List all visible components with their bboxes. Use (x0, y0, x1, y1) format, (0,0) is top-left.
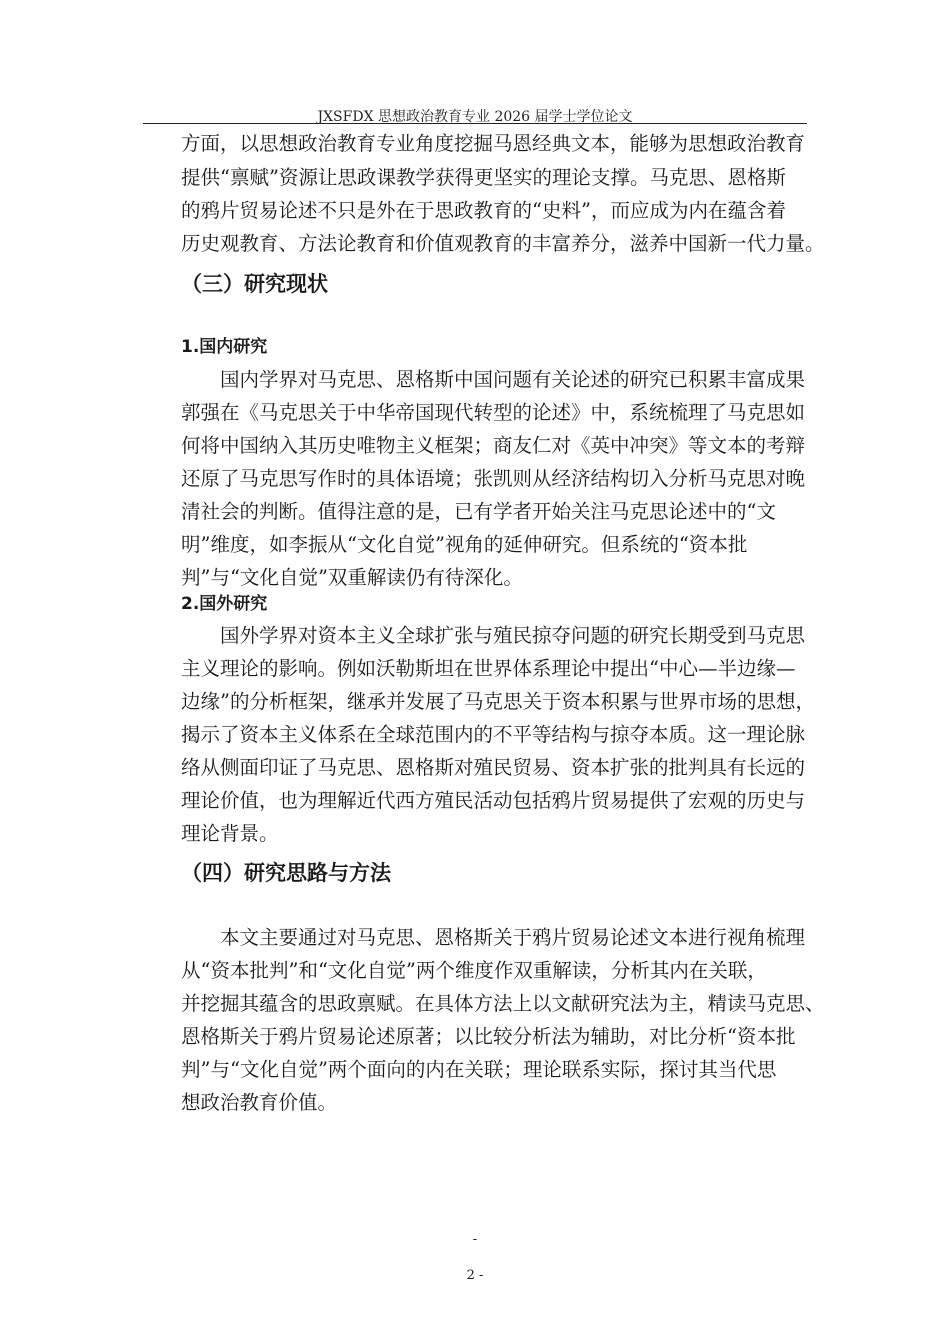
text-line: 明”维度，如李振从“文化自觉”视角的延伸研究。但系统的“资本批 (181, 533, 748, 556)
section-heading: （三）研究现状 (181, 272, 328, 296)
footer-dash: - (472, 1232, 478, 1247)
subsection-heading: 1.国内研究 (181, 337, 268, 357)
text-line: 恩格斯关于鸦片贸易论述原著；以比较分析法为辅助，对比分析“资本批 (181, 1025, 796, 1048)
text-line: 何将中国纳入其历史唯物主义框架；商友仁对《英中冲突》等文本的考辩 (181, 434, 806, 457)
text-line: 提供“禀赋”资源让思政课教学获得更坚实的理论支撑。马克思、恩格斯 (181, 166, 786, 189)
header-divider (143, 123, 807, 124)
text-line: 揭示了资本主义体系在全球范围内的不平等结构与掠夺本质。这一理论脉 (181, 723, 806, 746)
text-line: 判”与“文化自觉”两个面向的内在关联；理论联系实际，探讨其当代思 (181, 1058, 777, 1081)
text-line: 边缘”的分析框架，继承并发展了马克思关于资本积累与世界市场的思想， (181, 690, 815, 713)
text-line: 清社会的判断。值得注意的是，已有学者开始关注马克思论述中的“文 (181, 500, 776, 523)
section-heading: （四）研究思路与方法 (181, 861, 391, 885)
text-line: 主义理论的影响。例如沃勒斯坦在世界体系理论中提出“中心—半边缘— (181, 657, 796, 680)
header-title: JXSFDX 思想政治教育专业 2026 届学士学位论文 (317, 109, 633, 125)
text-line: 的鸦片贸易论述不只是外在于思政教育的“史料”，而应成为内在蕴含着 (181, 199, 786, 222)
text-line: 判”与“文化自觉”双重解读仍有待深化。 (181, 566, 523, 589)
text-line: 郭强在《马克思关于中华帝国现代转型的论述》中，系统梳理了马克思如 (181, 401, 806, 424)
text-line: 并挖掘其蕴含的思政禀赋。在具体方法上以文献研究法为主，精读马克思、 (181, 992, 825, 1015)
text-line: 理论价值，也为理解近代西方殖民活动包括鸦片贸易提供了宏观的历史与 (181, 789, 806, 812)
text-line: 理论背景。 (181, 822, 279, 845)
text-line: 历史观教育、方法论教育和价值观教育的丰富养分，滋养中国新一代力量。 (181, 232, 825, 255)
text-line: 本文主要通过对马克思、恩格斯关于鸦片贸易论述文本进行视角梳理 (220, 926, 806, 949)
text-line: 络从侧面印证了马克思、恩格斯对殖民贸易、资本扩张的批判具有长远的 (181, 756, 806, 779)
text-line: 国外学界对资本主义全球扩张与殖民掠夺问题的研究长期受到马克思 (220, 624, 806, 647)
text-line: 还原了马克思写作时的具体语境；张凯则从经济结构切入分析马克思对晚 (181, 467, 806, 490)
text-line: 国内学界对马克思、恩格斯中国问题有关论述的研究已积累丰富成果 (220, 368, 806, 391)
page-number: 2 - (466, 1268, 484, 1283)
text-line: 从“资本批判”和“文化自觉”两个维度作双重解读，分析其内在关联， (181, 959, 767, 982)
subsection-heading: 2.国外研究 (181, 594, 268, 614)
text-line: 想政治教育价值。 (181, 1091, 338, 1114)
text-line: 方面，以思想政治教育专业角度挖掘马恩经典文本，能够为思想政治教育 (181, 132, 806, 155)
